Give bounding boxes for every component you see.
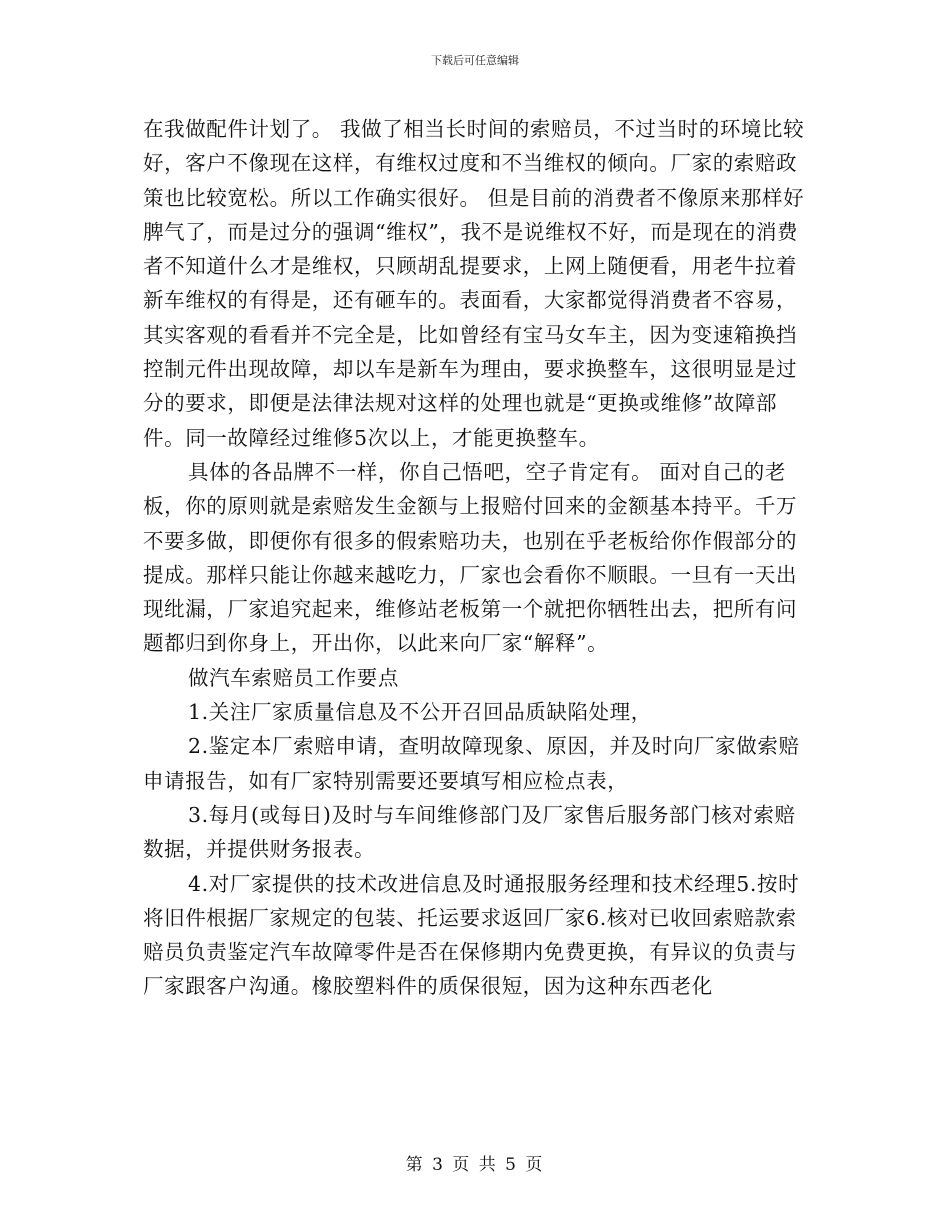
list-item-1: 1.关注厂家质量信息及不公开召回品质缺陷处理， bbox=[188, 700, 652, 725]
list-item-2: 2.鉴定本厂索赔申请，查明故障现象、原因，并及时向厂家做索赔申请报告，如有厂家特别需要还要填写相应检点表， bbox=[143, 734, 800, 793]
section-heading: 做汽车索赔员工作要点 bbox=[188, 665, 399, 690]
list-item-3: 3.每月(或每日)及时与车间维修部门及厂家售后服务部门核对索赔数据，并提供财务报表。 bbox=[143, 802, 796, 862]
paragraph-2: 具体的各品牌不一样，你自己悟吧，空子肯定有。 面对自己的老板，你的原则就是索赔发生金额与上报赔付回来的金额基本持平。千万不要多做，即便你有很多的假索赔功夫，也别在乎老板给你作假部分的提成。那样只能让你越来越吃力，厂家也会看你不顺眼。一旦有一天出现纰漏，厂家追究起来，维修站老板第一个就把你牺牲出去，把所有问题都归到你身上，开出你，以此来向厂家“解释”。 bbox=[143, 459, 798, 656]
page-header: 下载后可任意编辑 bbox=[431, 54, 519, 67]
list-item-4: 4.对厂家提供的技术改进信息及时通报服务经理和技术经理5.按时将旧件根据厂家规定的包装、托运要求返回厂家6.核对已收回索赔款索赔员负责鉴定汽车故障零件是否在保修期内免费更换，有异议的负责与厂家跟客户沟通。橡胶塑料件的质保很短，因为这种东西老化 bbox=[143, 871, 800, 999]
page-number: 第 3 页 共 5 页 bbox=[405, 1155, 545, 1175]
paragraph-1: 在我做配件计划了。 我做了相当长时间的索赔员，不过当时的环境比较好，客户不像现在这样，有维权过度和不当维权的倾向。厂家的索赔政策也比较宽松。所以工作确实很好。 但是目前的消费者不像原来那样好脾气了，而是过分的强调“维权”，我不是说维权不好，而是现在的消费者不知道什么才是维权，只顾胡乱提要求，上网上随便看，用老牛拉着新车维权的有得是，还有砸车的。表面看，大家都觉得消费者不容易，其实客观的看看并不完全是，比如曾经有宝马女车主，因为变速箱换挡控制元件出现故障，却以车是新车为理由，要求换整车，这很明显是过分的要求，即便是法律法规对这样的处理也就是“更换或维修”故障部件。同一故障经过维修5次以上，才能更换整车。 bbox=[143, 117, 805, 450]
document-body bbox=[143, 112, 813, 1004]
